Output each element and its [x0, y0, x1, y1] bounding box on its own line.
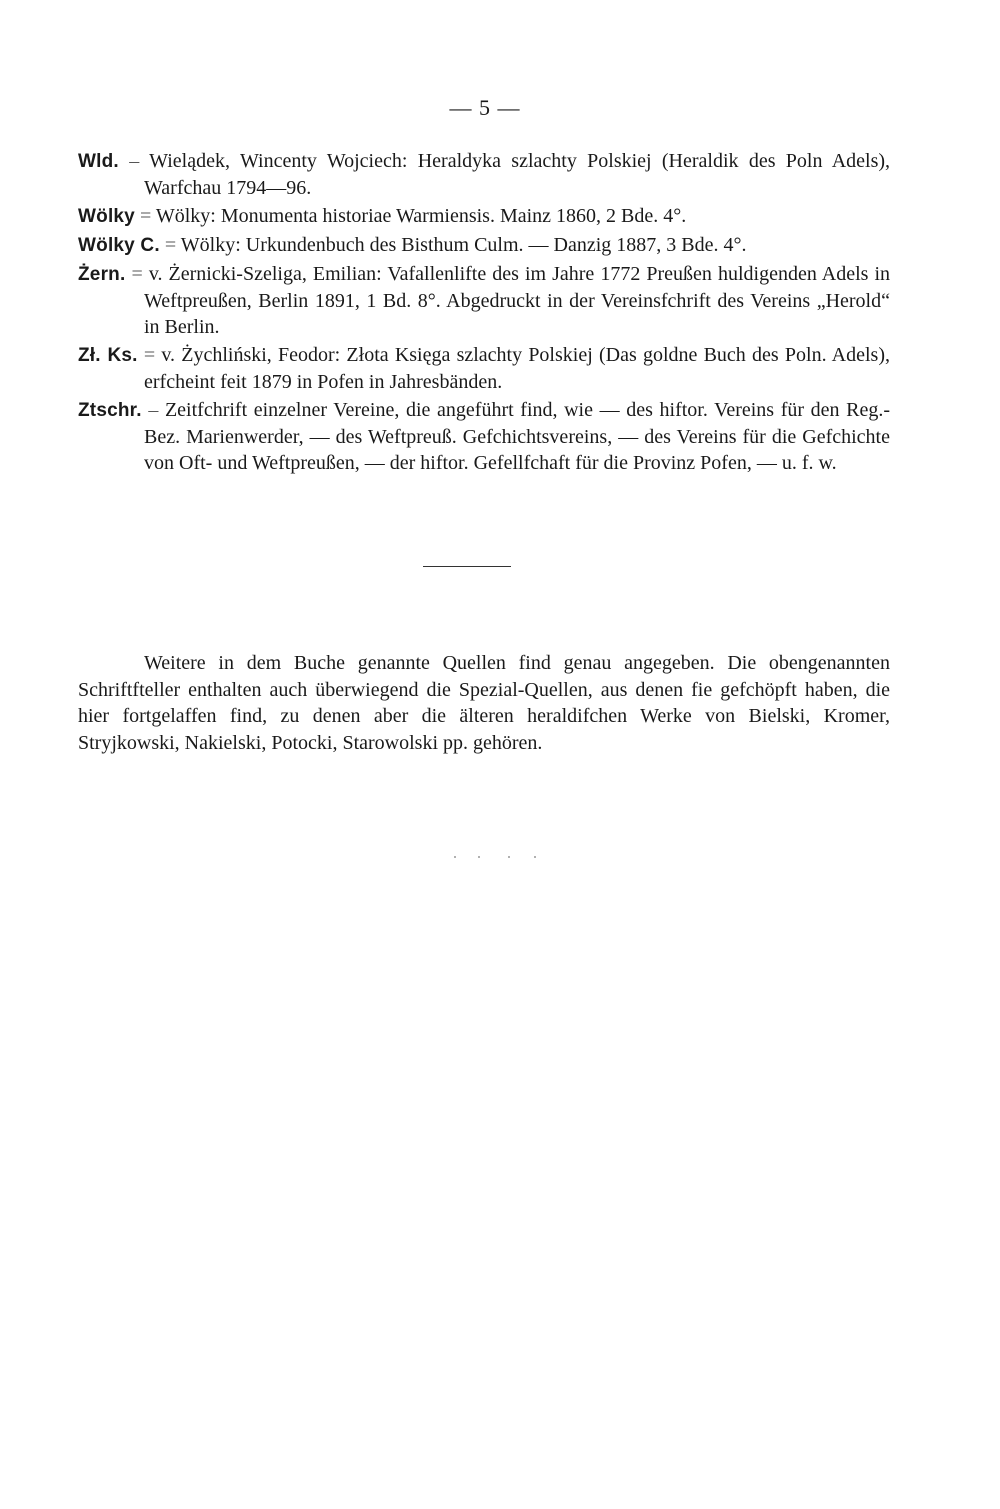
entry-separator: = [125, 263, 149, 285]
entry-text: v. Żernicki-Szeliga, Emilian: Vafallenlifte des im Jahre 1772 Preußen huldigenden Adels in Weftpreußen, Berlin 1891, 1 Bd. 8°. Abgedruckt in der Vereinsfchrift des Vereins „Herold“ in Berlin. [144, 263, 890, 338]
abbreviation-list [78, 148, 890, 478]
entry-abbreviation: Zł. Ks. [78, 345, 138, 366]
print-speck [534, 856, 536, 858]
entry-separator: = [159, 234, 181, 256]
entry-abbreviation: Wölky C. [78, 235, 160, 256]
abbreviation-entry [78, 148, 890, 201]
entry-separator: – [118, 150, 150, 172]
entry-abbreviation: Wölky [78, 206, 135, 227]
abbreviation-entry [78, 342, 890, 395]
entry-text: v. Żychliński, Feodor: Złota Księga szlachty Polskiej (Das goldne Buch des Poln. Adels), erfcheint feit 1879 in Pofen in Jahresbänden. [144, 344, 890, 393]
abbreviation-entry [78, 203, 890, 230]
entry-abbreviation: Ztschr. [78, 400, 142, 421]
entry-abbreviation: Wld. [78, 151, 119, 172]
closing-paragraph: Weitere in dem Buche genannte Quellen find genau angegeben. Die obengenannten Schriftfteller enthalten auch überwiegend die Spezial-Quellen, aus denen fie gefchöpft haben, die hier fortgelaffen find, zu denen aber die älteren heraldifchen Werke von Bielski, Kromer, Stryjkowski, Nakielski, Potocki, Starowolski pp. gehören. [78, 652, 890, 754]
print-speck [508, 856, 510, 858]
print-specks [450, 856, 540, 860]
entry-text: Zeitfchrift einzelner Vereine, die angeführt find, wie — des hiftor. Vereins für den Reg.-Bez. Marienwerder, — des Weftpreuß. Gefchichtsvereins, — des Vereins für die Gefchichte von Oft- und Weftpreußen, — der hiftor. Gefellfchaft für die Provinz Pofen, — u. f. w. [144, 399, 891, 474]
entry-abbreviation: Żern. [78, 264, 126, 285]
entry-text: Wölky: Monumenta historiae Warmiensis. Mainz 1860, 2 Bde. 4°. [155, 205, 687, 227]
page-number: — 5 — [449, 95, 521, 120]
entry-text: Wölky: Urkundenbuch des Bisthum Culm. — Danzig 1887, 3 Bde. 4°. [180, 234, 747, 256]
entry-separator: = [134, 205, 156, 227]
abbreviation-entry [78, 261, 890, 340]
entry-separator: = [137, 344, 162, 366]
section-divider [423, 566, 511, 567]
entry-separator: – [141, 399, 165, 421]
abbreviation-entry [78, 232, 890, 259]
entry-text: Wielądek, Wincenty Wojciech: Heraldyka szlachty Polskiej (Heraldik des Poln Adels), Warfchau 1794—96. [144, 150, 891, 199]
print-speck [454, 856, 456, 858]
abbreviation-entry [78, 397, 890, 476]
print-speck [478, 856, 480, 858]
